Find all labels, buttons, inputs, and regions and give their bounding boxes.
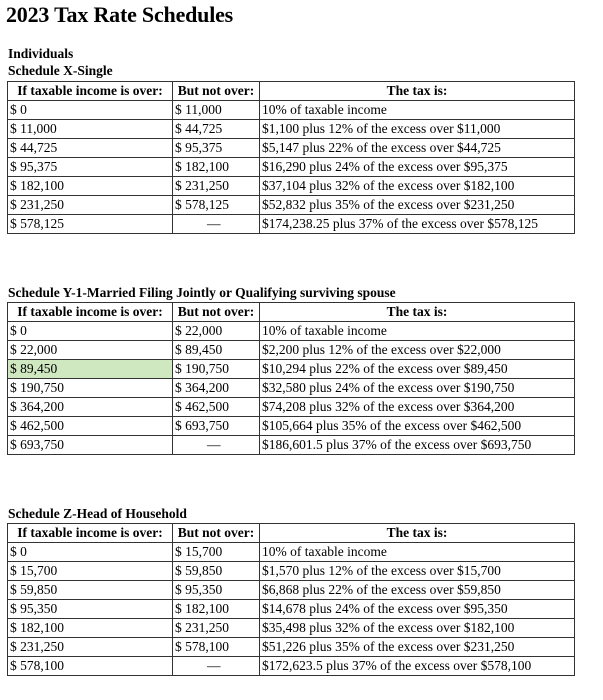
cell-tax: $74,208 plus 32% of the excess over $364,200	[260, 398, 575, 417]
col-header-over: If taxable income is over:	[8, 303, 173, 322]
schedule-z-title: Schedule Z-Head of Household	[8, 506, 187, 521]
page-title: 2023 Tax Rate Schedules	[6, 2, 234, 27]
table-row	[8, 543, 575, 562]
table-row	[8, 158, 575, 177]
table-row	[8, 638, 575, 657]
schedule-x-table	[7, 81, 575, 234]
cell-not-over: —	[173, 657, 260, 676]
cell-tax: 10% of taxable income	[260, 101, 575, 120]
cell-tax: $51,226 plus 35% of the excess over $231,250	[260, 638, 575, 657]
schedule-y1-table	[7, 302, 575, 455]
cell-over: $ 693,750	[8, 436, 173, 455]
table-header-row	[8, 82, 575, 101]
cell-not-over: $ 15,700	[173, 543, 260, 562]
cell-over: $ 95,350	[8, 600, 173, 619]
cell-not-over: $ 364,200	[173, 379, 260, 398]
table-row	[8, 619, 575, 638]
col-header-tax: The tax is:	[260, 524, 575, 543]
table-row	[8, 657, 575, 676]
col-header-tax: The tax is:	[260, 82, 575, 101]
table-header-row	[8, 524, 575, 543]
table-row	[8, 581, 575, 600]
cell-over: $ 95,375	[8, 158, 173, 177]
cell-tax: $105,664 plus 35% of the excess over $462,500	[260, 417, 575, 436]
cell-over: $ 578,100	[8, 657, 173, 676]
cell-over: $ 182,100	[8, 619, 173, 638]
col-header-not-over: But not over:	[173, 303, 260, 322]
table-row	[8, 215, 575, 234]
cell-not-over: $ 693,750	[173, 417, 260, 436]
table-header-row	[8, 303, 575, 322]
cell-over: $ 462,500	[8, 417, 173, 436]
table-row	[8, 417, 575, 436]
col-header-over: If taxable income is over:	[8, 524, 173, 543]
cell-tax: $37,104 plus 32% of the excess over $182,100	[260, 177, 575, 196]
schedule-y1-title: Schedule Y-1-Married Filing Jointly or Qualifying surviving spouse	[8, 285, 396, 300]
table-row	[8, 177, 575, 196]
cell-over: $ 22,000	[8, 341, 173, 360]
schedule-x-title: Schedule X-Single	[8, 63, 113, 78]
cell-not-over: $ 89,450	[173, 341, 260, 360]
cell-not-over: $ 182,100	[173, 600, 260, 619]
cell-over: $ 44,725	[8, 139, 173, 158]
cell-tax: $10,294 plus 22% of the excess over $89,450	[260, 360, 575, 379]
cell-not-over: $ 22,000	[173, 322, 260, 341]
group-label: Individuals	[8, 46, 74, 61]
table-row	[8, 562, 575, 581]
table-row	[8, 341, 575, 360]
cell-not-over: $ 231,250	[173, 619, 260, 638]
cell-over: $ 15,700	[8, 562, 173, 581]
col-header-not-over: But not over:	[173, 82, 260, 101]
cell-tax: $172,623.5 plus 37% of the excess over $578,100	[260, 657, 575, 676]
table-row	[8, 398, 575, 417]
table-row	[8, 196, 575, 215]
cell-tax: $52,832 plus 35% of the excess over $231,250	[260, 196, 575, 215]
table-row	[8, 379, 575, 398]
cell-not-over: $ 11,000	[173, 101, 260, 120]
cell-tax: $174,238.25 plus 37% of the excess over $578,125	[260, 215, 575, 234]
cell-over: $ 364,200	[8, 398, 173, 417]
cell-tax: 10% of taxable income	[260, 322, 575, 341]
cell-tax: $2,200 plus 12% of the excess over $22,000	[260, 341, 575, 360]
cell-tax: $1,100 plus 12% of the excess over $11,000	[260, 120, 575, 139]
cell-not-over: $ 59,850	[173, 562, 260, 581]
cell-over: $ 59,850	[8, 581, 173, 600]
table-row	[8, 436, 575, 455]
cell-tax: $1,570 plus 12% of the excess over $15,700	[260, 562, 575, 581]
cell-tax: $6,868 plus 22% of the excess over $59,850	[260, 581, 575, 600]
col-header-not-over: But not over:	[173, 524, 260, 543]
cell-tax: 10% of taxable income	[260, 543, 575, 562]
cell-not-over: $ 462,500	[173, 398, 260, 417]
cell-tax: $32,580 plus 24% of the excess over $190,750	[260, 379, 575, 398]
cell-over: $ 231,250	[8, 196, 173, 215]
table-row	[8, 360, 575, 379]
col-header-over: If taxable income is over:	[8, 82, 173, 101]
cell-not-over: $ 578,125	[173, 196, 260, 215]
cell-tax: $14,678 plus 24% of the excess over $95,350	[260, 600, 575, 619]
col-header-tax: The tax is:	[260, 303, 575, 322]
cell-not-over: $ 231,250	[173, 177, 260, 196]
cell-over: $ 11,000	[8, 120, 173, 139]
cell-over: $ 0	[8, 543, 173, 562]
table-row	[8, 322, 575, 341]
table-row	[8, 101, 575, 120]
cell-not-over: $ 44,725	[173, 120, 260, 139]
table-row	[8, 600, 575, 619]
cell-not-over: $ 95,375	[173, 139, 260, 158]
cell-not-over: $ 190,750	[173, 360, 260, 379]
cell-not-over: $ 182,100	[173, 158, 260, 177]
cell-over: $ 231,250	[8, 638, 173, 657]
cell-not-over: —	[173, 215, 260, 234]
cell-not-over: $ 95,350	[173, 581, 260, 600]
schedule-z-table	[7, 523, 575, 676]
cell-over: $ 182,100	[8, 177, 173, 196]
cell-tax: $5,147 plus 22% of the excess over $44,725	[260, 139, 575, 158]
cell-over: $ 0	[8, 101, 173, 120]
cell-tax: $186,601.5 plus 37% of the excess over $693,750	[260, 436, 575, 455]
cell-not-over: $ 578,100	[173, 638, 260, 657]
highlighted-cell: $ 89,450	[8, 360, 173, 379]
table-row	[8, 120, 575, 139]
cell-tax: $35,498 plus 32% of the excess over $182,100	[260, 619, 575, 638]
cell-over: $ 578,125	[8, 215, 173, 234]
table-row	[8, 139, 575, 158]
cell-over: $ 0	[8, 322, 173, 341]
cell-over: $ 190,750	[8, 379, 173, 398]
cell-not-over: —	[173, 436, 260, 455]
cell-tax: $16,290 plus 24% of the excess over $95,375	[260, 158, 575, 177]
